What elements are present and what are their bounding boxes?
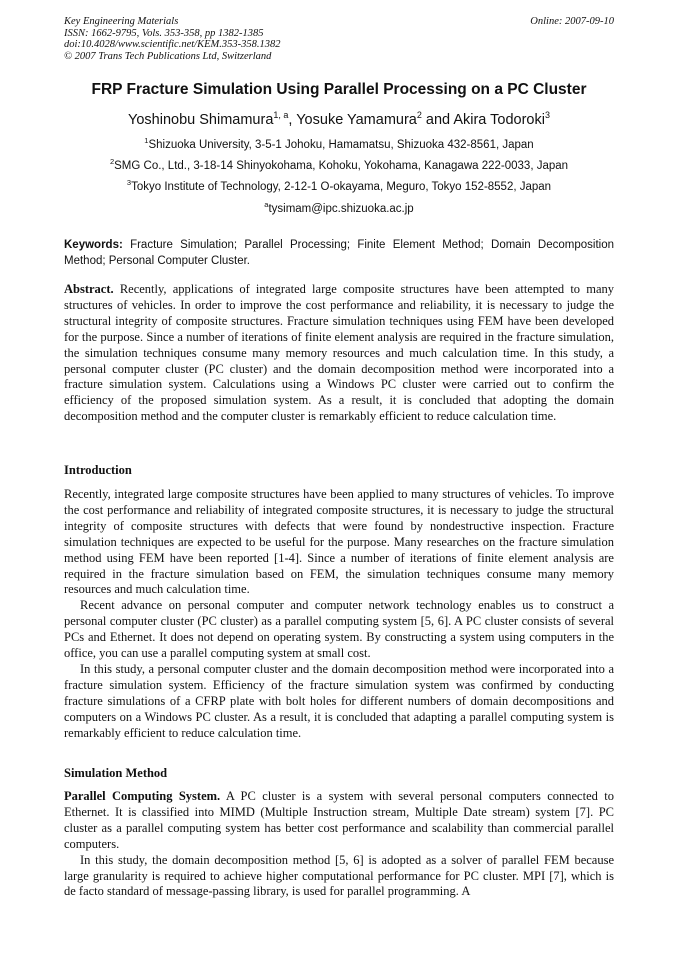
- affiliation-marker: a: [264, 200, 269, 209]
- abstract-text: Recently, applications of integrated large composite structures have been attempted to many structures of vehicles. In order to improve the cost performance and reliability, it is necessary to judge the structural integrity of composite structures. Fracture simulation techniques using FEM have been developed for the purpose. Since a number of iterations of finite element analysis are required in the fracture simulation, the simulation techniques consume many memory resources and much calculation time. In this study, a personal computer cluster (PC cluster) and the domain decomposition method were incorporated into a fracture simulation system. Calculations using a Windows PC cluster were carried out to confirm the efficiency of the proposed simulation system. As a result, it is concluded that adopting the domain decomposition method and the computer cluster is remarkably efficient to reduce calculation time.: [64, 282, 614, 424]
- affiliation-text: Shizuoka University, 3-5-1 Johoku, Hamamatsu, Shizuoka 432-8561, Japan: [148, 139, 534, 151]
- author-separator: ,: [288, 112, 297, 128]
- introduction-body: [64, 487, 614, 742]
- simulation-method-body: [64, 789, 614, 900]
- author-list: [0, 112, 678, 128]
- issn-line: ISSN: 1662-9795, Vols. 353-358, pp 1382-1385: [64, 27, 264, 39]
- paragraph: A PC cluster is a system with several personal computers connected to Ethernet. It is classified into MIMD (Multiple Instruction stream, Multiple Date stream) system [7]. PC cluster as a parallel computing system has better cost performance and scalability than commercial parallel computers.: [64, 789, 614, 851]
- affiliation-2: [0, 157, 678, 172]
- paragraph: In this study, a personal computer cluster and the domain decomposition method were incorporated into a fracture simulation system. Efficiency of the fracture simulation system was confirmed by conducting fracture simulations of a CFRP plate with bolt holes for different numbers of domain decompositions and computers on a Windows PC cluster. As a result, it is concluded that adapting a parallel computing system is remarkably efficient to reduce calculation time.: [64, 661, 614, 740]
- journal-header: [64, 16, 614, 62]
- doi-line: doi:10.4028/www.scientific.net/KEM.353-358.1382: [64, 39, 281, 50]
- paragraph: In this study, the domain decomposition method [5, 6] is adopted as a solver of parallel FEM because large granularity is required to achieve higher computational performance for PC cluster. MPI [7], which is de facto standard of message-passing library, is used for parallel programming. A: [64, 852, 614, 899]
- affiliation-marker: 3: [126, 178, 132, 187]
- author-email: [0, 200, 678, 215]
- keywords-text: Fracture Simulation; Parallel Processing; Finite Element Method; Domain Decomposition Method; Personal Computer Cluster.: [64, 239, 614, 267]
- affiliation-marker: 1: [144, 136, 149, 145]
- author-superscript: 3: [544, 110, 550, 120]
- author-separator: and: [421, 112, 454, 128]
- paragraph: Recently, integrated large composite structures have been applied to many structures of vehicles. To improve the cost performance and reliability of integrated composite structures, it is necessary to judge the structural integrity of composite structures with defects that were found by nondestructive inspection. Fracture simulation techniques are expected to be useful for the purpose. Many researches on the fracture simulation method using FEM have been reported [1-4]. Since a number of iterations of finite element analysis are required in the fracture simulation based on FEM, the simulation techniques consume many memory resources and much calculation time.: [64, 487, 614, 597]
- affiliation-text: Tokyo Institute of Technology, 2-12-1 O-okayama, Meguro, Tokyo 152-8552, Japan: [131, 181, 552, 193]
- author-name: Yoshinobu Shimamura: [128, 112, 274, 128]
- online-date: Online: 2007-09-10: [530, 16, 614, 27]
- author-name: Akira Todoroki: [453, 112, 545, 128]
- keywords: [64, 237, 614, 269]
- simulation-method-heading: Simulation Method: [64, 766, 168, 780]
- introduction-heading: Introduction: [64, 463, 132, 477]
- abstract-label: Abstract.: [64, 282, 114, 296]
- abstract: [64, 282, 614, 425]
- affiliation-text: SMG Co., Ltd., 3-18-14 Shinyokohama, Kohoku, Yokohama, Kanagawa 222-0033, Japan: [114, 160, 569, 172]
- affiliation-1: [0, 136, 678, 151]
- parallel-computing-label: Parallel Computing System.: [64, 789, 221, 803]
- author-superscript: 1, a: [273, 110, 289, 120]
- paragraph: Recent advance on personal computer and computer network technology enables us to construct a personal computer cluster (PC cluster) as a parallel computing system [5, 6]. A PC cluster consists of several PCs and Ethernet. It does not depend on operating system. By constructing a system using computers in the office, you can use a parallel computing system at small cost.: [64, 598, 614, 661]
- author-name: Yosuke Yamamura: [296, 112, 417, 128]
- author-superscript: 2: [416, 110, 422, 120]
- journal-name: Key Engineering Materials: [64, 16, 179, 27]
- affiliation-3: [0, 178, 678, 193]
- email-text: tysimam@ipc.shizuoka.ac.jp: [268, 203, 414, 215]
- copyright-line: © 2007 Trans Tech Publications Ltd, Switzerland: [64, 50, 272, 62]
- affiliation-marker: 2: [109, 157, 115, 166]
- keywords-label: Keywords:: [64, 239, 123, 251]
- paper-title: FRP Fracture Simulation Using Parallel Processing on a PC Cluster: [91, 81, 587, 98]
